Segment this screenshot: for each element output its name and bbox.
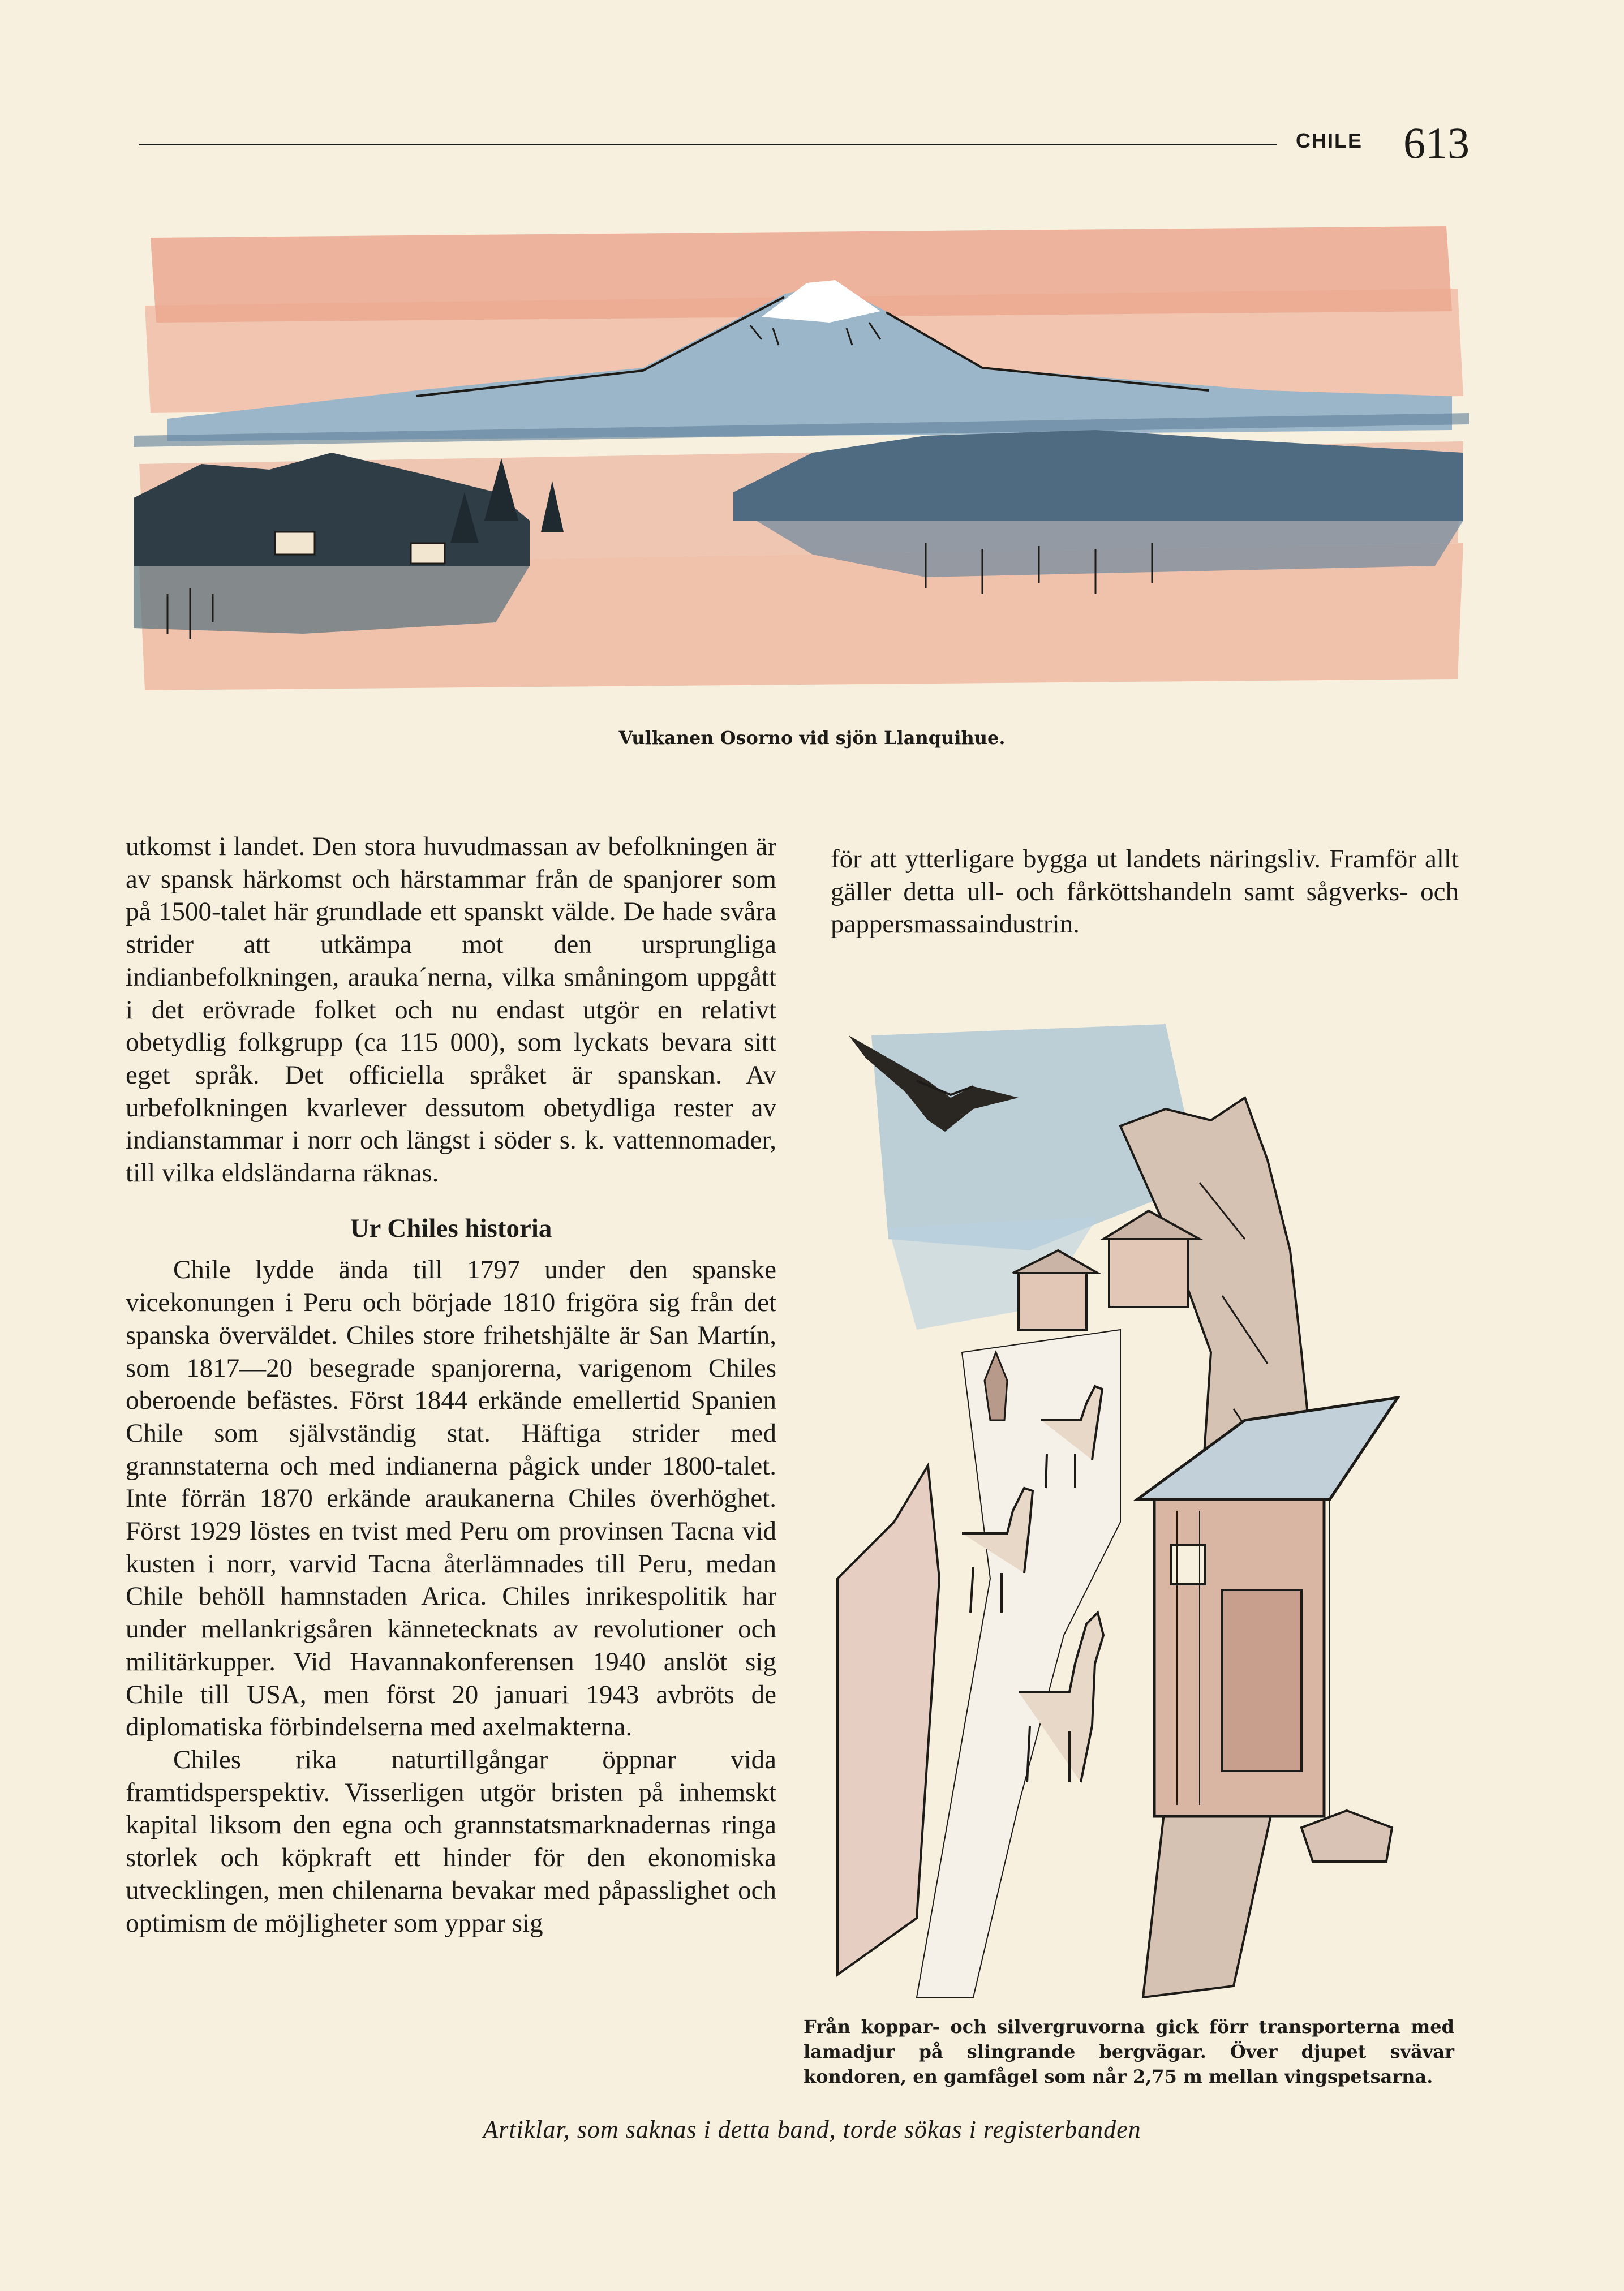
left-column [126,831,776,1940]
header-rule [139,144,1277,145]
body-paragraph: för att ytterligare bygga ut landets näringsliv. Framför allt gäller detta ull- och fårköttshandeln samt sågverks- och pappersmassaindustrin. [831,844,1459,939]
section-heading: Ur Chiles historia [350,1213,552,1243]
footer-note: Artiklar, som saknas i detta band, torde sökas i registerbanden [483,2116,1141,2143]
llama-mine-illustration [804,1013,1460,2009]
side-illustration-caption: Från koppar- och silvergruvorna gick förr transporterna med lamadjur på slingrande bergvägar. Över djupet svävar kondoren, en gamfågel som når 2,75 m mellan vingspetsarna. [804,2016,1454,2087]
body-paragraph: Chile lydde ända till 1797 under den spanske vicekonungen i Peru och började 1810 frigöra sig från det spanska överväldet. Chiles store frihetshjälte är San Martín, som 1817—20 besegrade spanjorerna, varigenom Chiles oberoende befästes. Först 1844 erkände emellertid Spanien Chile som självständig stat. Häftiga strider med grannstaterna och med indianerna pågick under 1800-talet. Inte förrän 1870 erkände araukanerna Chiles överhöghet. Först 1929 löstes en tvist med Peru om provinsen Tacna vid kusten i norr, varvid Tacna återlämnades till Peru, medan Chile behöll hamnstaden Arica. Chiles inrikespolitik har under mellankrigsåren kännetecknats av revolutioner och militärkupper. Vid Havannakonferensen 1940 anslöt sig Chile till USA, men först 20 januari 1943 avbröts de diplomatiska förbindelserna med axelmakterna. [126,1255,776,1742]
body-paragraph: utkomst i landet. Den stora huvudmassan av befolkningen är av spansk härkomst och härstammar från de spanjorer som på 1500-talet här grundlade ett spanskt välde. De hade svåra strider att utkämpa mot den ursprungliga indianbefolkningen, arauka´nerna, vilka småningom uppgått i det erövrade folket och nu endast utgör en relativt obetydlig folkgrupp (ca 115 000), som lyckats bevara sitt eget språk. Det officiella språket är spanskan. Av urbefolkningen kvarlever dessutom obetydliga rester av indianstammar i norr och längst i söder s. k. vattennomader, till vilka eldsländarna räknas. [126,832,776,1188]
body-paragraph: Chiles rika naturtillgångar öppnar vida framtidsperspektiv. Visserligen utgör bristen på inhemskt kapital liksom den egna och grannstatsmarknadernas ringa storlek och köpkraft ett hinder för den ekonomiska utvecklingen, men chilenarna bevakar med påpasslighet och optimism de möjligheter som yppar sig [126,1744,776,1938]
page-number: 613 [1403,118,1470,167]
right-column [831,843,1459,941]
top-illustration-caption: Vulkanen Osorno vid sjön Llanquihue. [618,727,1006,749]
running-head: CHILE [1296,129,1363,152]
volcano-lake-illustration [134,226,1469,702]
